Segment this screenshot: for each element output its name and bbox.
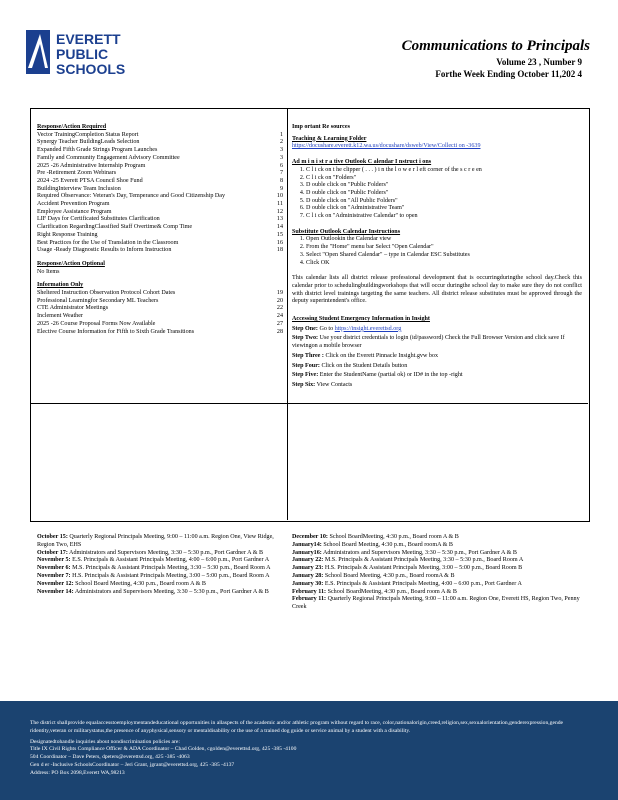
insight-link[interactable]: https://insight.everettsd.org (334, 325, 402, 332)
info-list (37, 290, 283, 336)
meeting-entry (292, 596, 584, 612)
toc-row (37, 321, 283, 329)
emergency-step (292, 326, 582, 334)
meeting-details: E.S. Principals & Assistant Principals Meeting, 4:00 – 6:00 p.m., Port Gardner A (324, 580, 522, 587)
instruction-step: 2. C l i ck on "Folders" (306, 175, 582, 183)
toc-page: 18 (276, 247, 283, 254)
toc-row (37, 313, 283, 321)
toc-row (37, 201, 283, 209)
toc-label: Employee Assistance Program (37, 208, 112, 215)
toc-row (37, 178, 283, 186)
volume-number: Volume 23 , Number 9 (496, 57, 582, 67)
meeting-date: January 28: (292, 572, 324, 579)
step-text: Click on the Everett Pinnacle Insight.gvw box (325, 352, 439, 359)
meeting-entry (37, 565, 281, 573)
newsletter-title: Communications to Principals (401, 38, 590, 54)
meeting-details: M.S. Principals & Assistant Principals Meeting, 3:30 – 5:30 p.m., Board Room A (72, 565, 271, 572)
toc-row (37, 163, 283, 171)
instruction-step: 7. C l i ck on "Administrative Calendar" to open (306, 213, 582, 221)
meeting-date: February 11: (292, 588, 327, 595)
meeting-entry (37, 581, 281, 589)
instruction-step: 6. D ouble click on "Administrative Team" (306, 205, 582, 213)
folder-heading: Teaching & Learning Folder (292, 135, 367, 142)
toc-row (37, 193, 283, 201)
calendar-heading: Ad m i n i st r a tive Outlook C alendar I nstruct i ons (292, 159, 432, 166)
meeting-details: E.S. Principals & Assistant Principals Meeting, 4:00 – 6:00 p.m., Port Gardner A (72, 557, 270, 564)
week-ending: Forthe Week Ending October 11,202 4 (435, 69, 582, 79)
meeting-details: H.S. Principals & Assistant Principals Meeting, 3:00 – 5:00 p.m., Board Room A (72, 572, 270, 579)
meeting-date: January16: (292, 549, 322, 556)
toc-label: Pre -Retirement Zoom Webinars (37, 170, 117, 177)
toc-label: Usage -Ready Diagnostic Results to Inform Instruction (37, 247, 172, 254)
toc-page: 28 (276, 328, 283, 335)
toc-label: Sheltered Instruction Observation Protocol Cohort Dates (37, 290, 176, 297)
meeting-details: M.S. Principals & Assistant Principals Meeting, 3:30 – 5:30 p.m., Board Room A (324, 557, 524, 564)
meeting-entry (37, 589, 281, 597)
toc-row (37, 170, 283, 178)
toc-row (37, 132, 283, 140)
meeting-date: October 17: (37, 549, 68, 556)
toc-page: 15 (276, 231, 283, 238)
meeting-entry (37, 534, 281, 550)
toc-page: 9 (279, 185, 283, 192)
resources-column (292, 124, 582, 390)
info-heading: Information Only (37, 282, 84, 289)
meeting-entry (292, 589, 584, 597)
toc-label: Professional Learningfor Secondary ML Teachers (37, 297, 159, 304)
required-list (37, 132, 283, 255)
meeting-details: Quarterly Regional Principals Meeting, 9:00 – 11:00 a.m. Region One, Everett HS, Region Two, Penny Creek (292, 596, 580, 611)
toc-label: Elective Course Information for Fifth to Sixth Grade Transitions (37, 328, 195, 335)
toc-label: Vector TrainingCompletion Status Report (37, 131, 139, 138)
meeting-date: January14: (292, 541, 322, 548)
meeting-date: November 7: (37, 572, 71, 579)
step-label: Step Two: (292, 335, 319, 342)
meeting-date: October 15: (37, 534, 68, 540)
meeting-date: January 23: (292, 565, 324, 572)
toc-page: 2 (279, 139, 283, 146)
toc-label: 2025 -26 Course Proposal Forms Now Available (37, 320, 156, 327)
meeting-entry (292, 550, 584, 558)
toc-page: 13 (276, 216, 283, 223)
toc-page: 3 (279, 154, 283, 161)
emergency-heading: Accessing Student Emergency Information in Insight (292, 316, 430, 323)
toc-row (37, 186, 283, 194)
toc-row (37, 298, 283, 306)
toc-label: Required Observance: Veteran's Day, Temperance and Good Citizenship Day (37, 193, 226, 200)
toc-page: 22 (276, 305, 283, 312)
meeting-entry (37, 550, 281, 558)
district-logo (26, 28, 152, 78)
toc-label: 2025 -26 Administrative Internship Program (37, 162, 146, 169)
meeting-entry (292, 573, 584, 581)
step-text: Enter the StudentName (partial ok) or ID# in the top -right (319, 372, 463, 379)
address-line: Address: PO Box 2098,Everett WA,98213 (30, 769, 125, 776)
toc-row (37, 247, 283, 255)
emergency-step (292, 335, 582, 350)
toc-page: 8 (279, 177, 283, 184)
required-heading: Response/Action Required (37, 124, 107, 130)
step-text: Go to (319, 325, 334, 332)
meeting-date: January 22: (292, 557, 324, 564)
step-label: Step Five: (292, 372, 319, 379)
svg-text:PUBLIC: PUBLIC (56, 46, 109, 62)
meeting-entry (37, 557, 281, 565)
meeting-date: November 6: (37, 565, 71, 572)
title-ix-contact: Title IX Civil Rights Compliance Officer & ADA Coordinator – Chad Golden, cgolden@everettsd.org, 425 -385 -4100 (30, 746, 297, 753)
toc-row (37, 155, 283, 163)
step-text: Click on the Student Details button (321, 362, 408, 369)
toc-row (37, 216, 283, 224)
emergency-step (292, 372, 582, 380)
meeting-date: November 12: (37, 580, 74, 587)
instruction-step: 3. D ouble click on "Public Folders" (306, 182, 582, 190)
meeting-details: Administrators and Supervisors Meeting, 3:30 – 5:30 p.m., Port Gardner A & B (74, 588, 269, 595)
toc-row (37, 305, 283, 313)
section-divider (30, 403, 588, 404)
meeting-date: November 14: (37, 588, 74, 595)
meeting-details: School BoardMeeting, 4:30 p.m., Board room A & B (327, 588, 457, 595)
toc-label: Accident Prevention Program (37, 201, 110, 208)
table-of-contents (37, 124, 283, 336)
meeting-date: December 10: (292, 534, 328, 540)
toc-page: 20 (276, 297, 283, 304)
meeting-details: School BoardMeeting, 4:30 p.m., Board room A & B (329, 534, 459, 540)
column-divider (287, 108, 288, 520)
meeting-entry (292, 534, 584, 542)
substitute-steps (292, 236, 582, 267)
toc-page: 12 (276, 208, 283, 215)
toc-label: Best Practices for the Use of Translation in the Classroom (37, 239, 179, 246)
svg-text:EVERETT: EVERETT (56, 31, 121, 47)
instruction-step: 3. Select "Open Shared Calendar" – type in Calendar ESC Substitutes (306, 252, 582, 260)
optional-heading: Response/Action Optional (37, 260, 105, 267)
substitute-heading: Substitute Outlook Calendar Instructions (292, 228, 401, 235)
toc-label: BuildingInterview Team Inclusion (37, 185, 121, 192)
toc-row (37, 139, 283, 147)
step-text: Use your district credentials to login (id/password) Check the Full Browser Version and click save If viewingon a mobile browser (292, 335, 565, 350)
toc-page: 6 (279, 162, 283, 169)
toc-label: Synergy Teacher BuildingLeads Selection (37, 139, 140, 146)
toc-row (37, 224, 283, 232)
optional-text: No Items (37, 268, 60, 275)
footer-text (30, 720, 590, 778)
meeting-entry (292, 557, 584, 565)
toc-page: 11 (277, 201, 283, 208)
step-text: View Contacts (316, 381, 353, 388)
toc-label: CTE Administrator Meetings (37, 305, 109, 312)
folder-link[interactable]: https://docushare.everett.k12.wa.us/docushare/dsweb/View/Collecti on -3639 (292, 143, 481, 150)
toc-page: 19 (276, 290, 283, 297)
toc-label: Expanded Fifth Grade Strings Program Launches (37, 147, 158, 154)
meeting-details: Administrators and Supervisors Meeting, 3:30 – 5:30 p.m., Port Gardner A & B (69, 549, 264, 556)
toc-page: 27 (276, 320, 283, 327)
meeting-dates-right (292, 534, 584, 612)
gender-inclusive-contact: Gen d er -Inclusive SchoolsCoordinator – Jeri Grant, jgrant@everettsd.org, 425 -385 -4137 (30, 761, 235, 768)
resources-heading: Imp ortant Re sources (292, 124, 350, 130)
meeting-date: November 5: (37, 557, 71, 564)
substitute-paragraph: This calendar lists all district release professional development that is occurringduringthe school day.Check this calendar prior to schedulingbuildingworkshops that will occur duringthe school day to make sure they do not conflict with district level trainings targeting the same teachers. All district release substitutes must be approved through the deputy superintendent's office. (292, 275, 582, 305)
step-label: Step Six: (292, 381, 316, 388)
toc-page: 14 (276, 224, 283, 231)
meeting-entry (292, 542, 584, 550)
toc-page: 16 (276, 239, 283, 246)
meeting-date: January 30: (292, 580, 324, 587)
toc-label: Inclement Weather (37, 313, 83, 320)
toc-page: 10 (276, 193, 283, 200)
meeting-details: Quarterly Regional Principals Meeting, 9:00 – 11:00 a.m. Region One, View Ridge, Region Two, EHS (37, 534, 274, 548)
meeting-details: School Board Meeting, 4:30 p.m., Board room A & B (75, 580, 206, 587)
svg-text:SCHOOLS: SCHOOLS (56, 61, 126, 77)
emergency-steps (292, 326, 582, 390)
meeting-dates-left (37, 534, 281, 596)
instruction-step: 4. Click OK (306, 260, 582, 268)
toc-label: Right Response Training (37, 231, 98, 238)
meeting-details: H.S. Principals & Assistant Principals Meeting, 3:00 – 5:00 p.m., Board Room B (324, 565, 523, 572)
meeting-details: Administrators and Supervisors Meeting, 3:30 – 5:30 p.m., Port Gardner A & B (322, 549, 517, 556)
toc-page: 24 (276, 313, 283, 320)
instruction-step: 2. From the "Home" menu bar Select "Open Calendar" (306, 244, 582, 252)
meeting-details: School Board Meeting, 4:30 p.m., Board roomA & B (323, 541, 453, 548)
meeting-date: February 11: (292, 596, 327, 603)
emergency-step (292, 382, 582, 390)
nondiscrimination-statement: The district shallprovide equalaccesstoemploymentandeducational opportunities in allaspects of the academic and/or athletic program without regard to race, color,nationalorigin,creed,religion,sex,sexualorientation,genderexpression,gende ridentity,veteran or militarystatus,the presence of anyphysical,sensory or mentaldisability or the use of a trained dog guide or service animal by a student with a disability. (30, 720, 564, 734)
meeting-entry (37, 573, 281, 581)
toc-page: 3 (279, 147, 283, 154)
step-label: Step Four: (292, 362, 320, 369)
meeting-entry (292, 565, 584, 573)
emergency-step (292, 353, 582, 361)
section-504-contact: 504 Coordinator – Dave Peters, dpeters@everettsd.org, 425 -385 -4063 (30, 754, 190, 761)
toc-row (37, 290, 283, 298)
instruction-step: 5. D ouble click on "All Public Folders" (306, 198, 582, 206)
toc-label: Family and Community Engagement Advisory Committee (37, 154, 180, 161)
instruction-step: 1. C l i ck on t he clipper ( . . . ) i n the l o w e r l eft corner of the s c r e en (306, 167, 582, 175)
toc-page: 7 (279, 170, 283, 177)
inquiries-line: Designatedtohandle inquiries about nondiscrimination policies are: (30, 738, 180, 745)
step-label: Step One: (292, 325, 318, 332)
step-label: Step Three : (292, 352, 324, 359)
toc-row (37, 232, 283, 240)
calendar-steps (292, 167, 582, 221)
toc-label: 2024 -25 Everett PTSA Council Shoe Fund (37, 177, 143, 184)
toc-row (37, 147, 283, 155)
meeting-details: School Board Meeting, 4:30 p.m., Board roomA & B (324, 572, 455, 579)
toc-label: Clarification RegardingClassified Staff Overtime& Comp Time (37, 224, 193, 231)
emergency-step (292, 363, 582, 371)
meeting-entry (292, 581, 584, 589)
instruction-step: 4. D ouble click on "Public Folders" (306, 190, 582, 198)
instruction-step: 1. Open Outlookin the Calendar view (306, 236, 582, 244)
toc-row (37, 329, 283, 337)
toc-page: 1 (279, 131, 283, 138)
toc-label: LIF Days for Certificated Substitutes Clarification (37, 216, 160, 223)
